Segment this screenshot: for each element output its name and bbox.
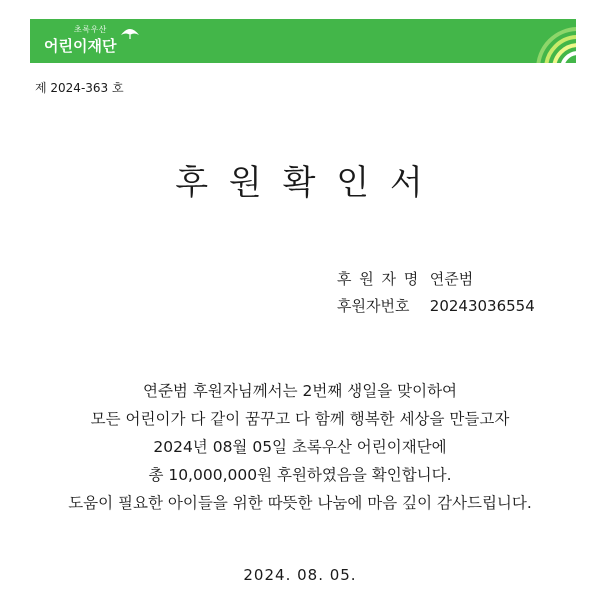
decorative-arcs-icon (516, 19, 576, 63)
page-title: 후 원 확 인 서 (175, 163, 425, 203)
logo-title: 어린이재단 (44, 37, 117, 55)
body-line: 연준범 후원자님께서는 2번째 생일을 맞이하여 (142, 382, 458, 400)
body-line: 총 10,000,000원 후원하였음을 확인합니다. (148, 466, 452, 484)
umbrella-leaf-icon (120, 26, 140, 40)
body-line: 도움이 필요한 아이들을 위한 따뜻한 나눔에 마음 깊이 감사드립니다. (68, 494, 532, 512)
sponsor-name-row (337, 266, 535, 293)
sponsor-name-label: 후 원 자 명 (337, 270, 420, 288)
logo-subtitle: 초록우산 (74, 25, 107, 34)
sponsor-info (337, 266, 535, 320)
document-number: 제 2024-363 호 (35, 81, 124, 95)
sponsor-id-value: 20243036554 (429, 297, 535, 315)
sponsor-name-value: 연준범 (429, 270, 474, 288)
body-line: 모든 어린이가 다 같이 꿈꾸고 다 함께 행복한 세상을 만들고자 (90, 410, 510, 428)
sponsor-id-label: 후원자번호 (337, 297, 410, 315)
sponsor-id-row (337, 293, 535, 320)
certificate-body (0, 377, 600, 517)
body-line: 2024년 08월 05일 초록우산 어린이재단에 (153, 438, 447, 456)
header-banner (30, 19, 576, 63)
issue-date: 2024. 08. 05. (243, 566, 357, 584)
